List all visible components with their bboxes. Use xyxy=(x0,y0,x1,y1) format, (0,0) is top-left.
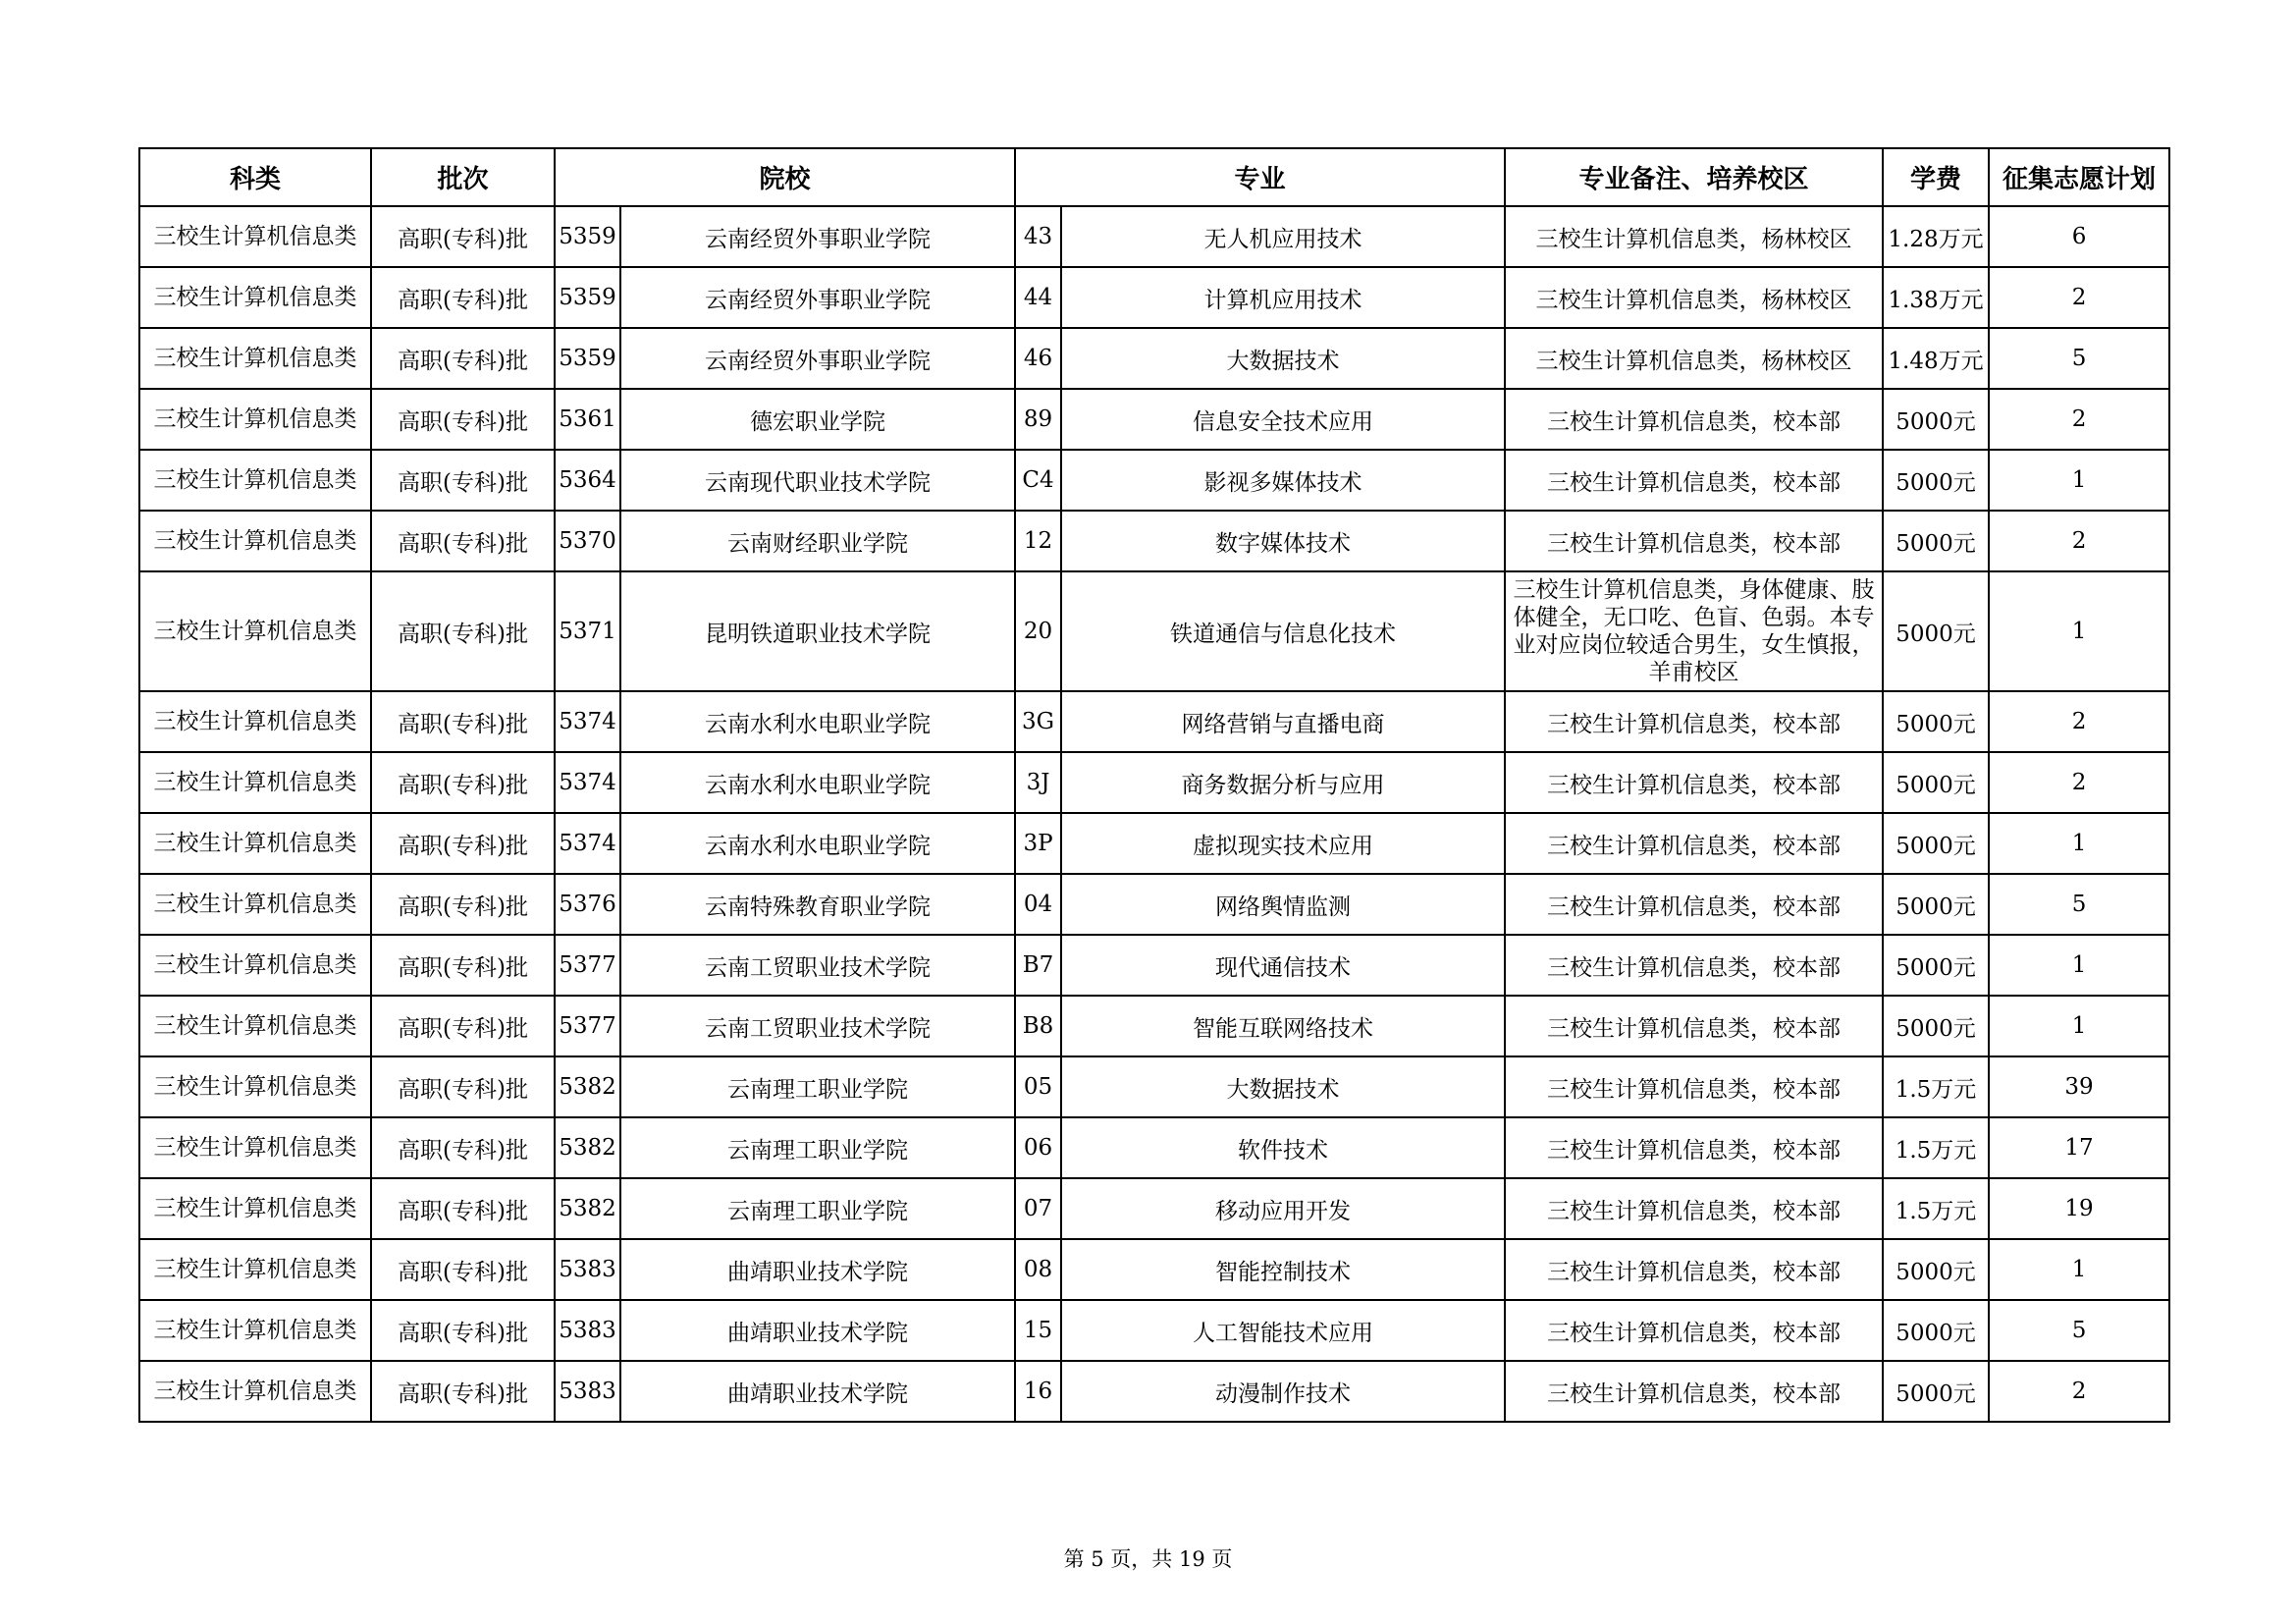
cell-batch: 高职(专科)批 xyxy=(371,1056,555,1117)
cell-batch: 高职(专科)批 xyxy=(371,1361,555,1422)
cell-note: 三校生计算机信息类，校本部 xyxy=(1505,813,1883,874)
header-fee: 学费 xyxy=(1883,148,1989,206)
cell-category: 三校生计算机信息类 xyxy=(139,206,371,267)
cell-major: 智能互联网络技术 xyxy=(1061,996,1505,1056)
cell-school-code: 5382 xyxy=(555,1056,620,1117)
header-row xyxy=(139,148,2169,206)
cell-note: 三校生计算机信息类，校本部 xyxy=(1505,1056,1883,1117)
cell-category: 三校生计算机信息类 xyxy=(139,450,371,511)
table-row xyxy=(139,1239,2169,1300)
cell-note: 三校生计算机信息类，校本部 xyxy=(1505,935,1883,996)
table-row xyxy=(139,450,2169,511)
cell-fee: 1.48万元 xyxy=(1883,328,1989,389)
cell-major-code: B7 xyxy=(1015,935,1061,996)
cell-major-code: B8 xyxy=(1015,996,1061,1056)
cell-note: 三校生计算机信息类，校本部 xyxy=(1505,1117,1883,1178)
cell-school: 云南水利水电职业学院 xyxy=(620,813,1015,874)
cell-note: 三校生计算机信息类，校本部 xyxy=(1505,450,1883,511)
table-row xyxy=(139,511,2169,571)
table-row xyxy=(139,206,2169,267)
cell-plan: 2 xyxy=(1989,389,2169,450)
cell-major: 动漫制作技术 xyxy=(1061,1361,1505,1422)
cell-school-code: 5361 xyxy=(555,389,620,450)
cell-plan: 6 xyxy=(1989,206,2169,267)
cell-school-code: 5359 xyxy=(555,328,620,389)
cell-category: 三校生计算机信息类 xyxy=(139,874,371,935)
cell-note: 三校生计算机信息类，校本部 xyxy=(1505,389,1883,450)
cell-major-code: C4 xyxy=(1015,450,1061,511)
cell-category: 三校生计算机信息类 xyxy=(139,389,371,450)
cell-category: 三校生计算机信息类 xyxy=(139,752,371,813)
table-row xyxy=(139,267,2169,328)
cell-fee: 1.5万元 xyxy=(1883,1178,1989,1239)
cell-category: 三校生计算机信息类 xyxy=(139,1300,371,1361)
cell-school-code: 5377 xyxy=(555,996,620,1056)
cell-school: 德宏职业学院 xyxy=(620,389,1015,450)
cell-category: 三校生计算机信息类 xyxy=(139,996,371,1056)
cell-note: 三校生计算机信息类，校本部 xyxy=(1505,1178,1883,1239)
cell-fee: 5000元 xyxy=(1883,935,1989,996)
cell-plan: 1 xyxy=(1989,996,2169,1056)
cell-major-code: 20 xyxy=(1015,571,1061,691)
cell-major: 智能控制技术 xyxy=(1061,1239,1505,1300)
cell-major: 现代通信技术 xyxy=(1061,935,1505,996)
cell-school-code: 5370 xyxy=(555,511,620,571)
header-batch: 批次 xyxy=(371,148,555,206)
table-row xyxy=(139,1361,2169,1422)
cell-batch: 高职(专科)批 xyxy=(371,571,555,691)
cell-batch: 高职(专科)批 xyxy=(371,935,555,996)
cell-school-code: 5383 xyxy=(555,1300,620,1361)
cell-fee: 1.28万元 xyxy=(1883,206,1989,267)
cell-plan: 1 xyxy=(1989,571,2169,691)
cell-school: 云南财经职业学院 xyxy=(620,511,1015,571)
cell-major-code: 89 xyxy=(1015,389,1061,450)
cell-school: 云南水利水电职业学院 xyxy=(620,752,1015,813)
cell-batch: 高职(专科)批 xyxy=(371,691,555,752)
cell-school: 曲靖职业技术学院 xyxy=(620,1361,1015,1422)
table-row xyxy=(139,874,2169,935)
cell-fee: 5000元 xyxy=(1883,511,1989,571)
cell-note: 三校生计算机信息类，校本部 xyxy=(1505,874,1883,935)
table-row xyxy=(139,996,2169,1056)
cell-major-code: 07 xyxy=(1015,1178,1061,1239)
cell-major: 无人机应用技术 xyxy=(1061,206,1505,267)
header-note: 专业备注、培养校区 xyxy=(1505,148,1883,206)
cell-major: 软件技术 xyxy=(1061,1117,1505,1178)
cell-plan: 2 xyxy=(1989,1361,2169,1422)
cell-note: 三校生计算机信息类，校本部 xyxy=(1505,1361,1883,1422)
cell-school: 云南特殊教育职业学院 xyxy=(620,874,1015,935)
cell-major: 信息安全技术应用 xyxy=(1061,389,1505,450)
table-row xyxy=(139,935,2169,996)
page-footer: 第 5 页，共 19 页 xyxy=(1063,1547,1233,1571)
cell-plan: 17 xyxy=(1989,1117,2169,1178)
cell-batch: 高职(专科)批 xyxy=(371,1178,555,1239)
cell-major-code: 08 xyxy=(1015,1239,1061,1300)
cell-note: 三校生计算机信息类，校本部 xyxy=(1505,1300,1883,1361)
table-body xyxy=(139,206,2169,1422)
table-row xyxy=(139,1178,2169,1239)
cell-major: 虚拟现实技术应用 xyxy=(1061,813,1505,874)
cell-batch: 高职(专科)批 xyxy=(371,752,555,813)
cell-batch: 高职(专科)批 xyxy=(371,874,555,935)
cell-school: 云南工贸职业技术学院 xyxy=(620,935,1015,996)
cell-batch: 高职(专科)批 xyxy=(371,1239,555,1300)
cell-major: 大数据技术 xyxy=(1061,1056,1505,1117)
cell-major-code: 16 xyxy=(1015,1361,1061,1422)
cell-fee: 5000元 xyxy=(1883,874,1989,935)
admission-plan-table xyxy=(138,147,2170,1423)
cell-note: 三校生计算机信息类，校本部 xyxy=(1505,691,1883,752)
table-row xyxy=(139,571,2169,691)
cell-category: 三校生计算机信息类 xyxy=(139,1117,371,1178)
cell-school-code: 5371 xyxy=(555,571,620,691)
cell-school-code: 5383 xyxy=(555,1239,620,1300)
cell-fee: 1.5万元 xyxy=(1883,1117,1989,1178)
cell-major: 计算机应用技术 xyxy=(1061,267,1505,328)
table-row xyxy=(139,1300,2169,1361)
header-major: 专业 xyxy=(1015,148,1505,206)
cell-fee: 5000元 xyxy=(1883,1361,1989,1422)
cell-fee: 5000元 xyxy=(1883,752,1989,813)
table-row xyxy=(139,389,2169,450)
cell-category: 三校生计算机信息类 xyxy=(139,1056,371,1117)
header-plan: 征集志愿计划 xyxy=(1989,148,2169,206)
cell-fee: 5000元 xyxy=(1883,1300,1989,1361)
cell-plan: 1 xyxy=(1989,450,2169,511)
cell-fee: 5000元 xyxy=(1883,389,1989,450)
cell-major-code: 15 xyxy=(1015,1300,1061,1361)
cell-batch: 高职(专科)批 xyxy=(371,1117,555,1178)
cell-major-code: 3P xyxy=(1015,813,1061,874)
cell-major: 商务数据分析与应用 xyxy=(1061,752,1505,813)
cell-plan: 2 xyxy=(1989,267,2169,328)
cell-school-code: 5359 xyxy=(555,267,620,328)
cell-category: 三校生计算机信息类 xyxy=(139,1361,371,1422)
cell-school-code: 5382 xyxy=(555,1117,620,1178)
cell-major-code: 12 xyxy=(1015,511,1061,571)
cell-plan: 19 xyxy=(1989,1178,2169,1239)
cell-note: 三校生计算机信息类，校本部 xyxy=(1505,511,1883,571)
cell-note: 三校生计算机信息类，校本部 xyxy=(1505,996,1883,1056)
cell-batch: 高职(专科)批 xyxy=(371,813,555,874)
cell-major: 铁道通信与信息化技术 xyxy=(1061,571,1505,691)
cell-major: 数字媒体技术 xyxy=(1061,511,1505,571)
cell-school-code: 5359 xyxy=(555,206,620,267)
cell-batch: 高职(专科)批 xyxy=(371,267,555,328)
cell-major-code: 04 xyxy=(1015,874,1061,935)
cell-plan: 1 xyxy=(1989,1239,2169,1300)
cell-major: 移动应用开发 xyxy=(1061,1178,1505,1239)
cell-fee: 5000元 xyxy=(1883,571,1989,691)
cell-note: 三校生计算机信息类，校本部 xyxy=(1505,752,1883,813)
cell-major: 网络营销与直播电商 xyxy=(1061,691,1505,752)
cell-major-code: 44 xyxy=(1015,267,1061,328)
cell-plan: 39 xyxy=(1989,1056,2169,1117)
cell-school-code: 5377 xyxy=(555,935,620,996)
cell-category: 三校生计算机信息类 xyxy=(139,571,371,691)
cell-school: 曲靖职业技术学院 xyxy=(620,1239,1015,1300)
table-row xyxy=(139,752,2169,813)
cell-fee: 5000元 xyxy=(1883,1239,1989,1300)
cell-school: 云南经贸外事职业学院 xyxy=(620,206,1015,267)
cell-school-code: 5374 xyxy=(555,813,620,874)
cell-category: 三校生计算机信息类 xyxy=(139,267,371,328)
cell-plan: 2 xyxy=(1989,752,2169,813)
cell-plan: 5 xyxy=(1989,1300,2169,1361)
cell-category: 三校生计算机信息类 xyxy=(139,691,371,752)
cell-school-code: 5364 xyxy=(555,450,620,511)
cell-batch: 高职(专科)批 xyxy=(371,511,555,571)
cell-note: 三校生计算机信息类，杨林校区 xyxy=(1505,267,1883,328)
cell-school: 云南理工职业学院 xyxy=(620,1178,1015,1239)
cell-school-code: 5374 xyxy=(555,691,620,752)
cell-major: 网络舆情监测 xyxy=(1061,874,1505,935)
table-row xyxy=(139,813,2169,874)
table-row xyxy=(139,1117,2169,1178)
cell-school-code: 5383 xyxy=(555,1361,620,1422)
cell-fee: 1.38万元 xyxy=(1883,267,1989,328)
cell-school: 云南现代职业技术学院 xyxy=(620,450,1015,511)
cell-note: 三校生计算机信息类，校本部 xyxy=(1505,1239,1883,1300)
cell-note: 三校生计算机信息类，杨林校区 xyxy=(1505,328,1883,389)
cell-school: 云南理工职业学院 xyxy=(620,1117,1015,1178)
cell-school: 云南经贸外事职业学院 xyxy=(620,267,1015,328)
cell-batch: 高职(专科)批 xyxy=(371,328,555,389)
cell-category: 三校生计算机信息类 xyxy=(139,935,371,996)
cell-plan: 1 xyxy=(1989,935,2169,996)
cell-category: 三校生计算机信息类 xyxy=(139,813,371,874)
cell-major: 影视多媒体技术 xyxy=(1061,450,1505,511)
cell-school: 云南工贸职业技术学院 xyxy=(620,996,1015,1056)
cell-batch: 高职(专科)批 xyxy=(371,206,555,267)
cell-school-code: 5374 xyxy=(555,752,620,813)
cell-plan: 2 xyxy=(1989,691,2169,752)
table-row xyxy=(139,328,2169,389)
cell-fee: 5000元 xyxy=(1883,813,1989,874)
cell-school: 云南理工职业学院 xyxy=(620,1056,1015,1117)
cell-school-code: 5376 xyxy=(555,874,620,935)
cell-batch: 高职(专科)批 xyxy=(371,450,555,511)
cell-batch: 高职(专科)批 xyxy=(371,389,555,450)
cell-major-code: 43 xyxy=(1015,206,1061,267)
cell-category: 三校生计算机信息类 xyxy=(139,511,371,571)
cell-major-code: 3G xyxy=(1015,691,1061,752)
cell-category: 三校生计算机信息类 xyxy=(139,1239,371,1300)
cell-school: 昆明铁道职业技术学院 xyxy=(620,571,1015,691)
cell-plan: 2 xyxy=(1989,511,2169,571)
cell-school-code: 5382 xyxy=(555,1178,620,1239)
header-category: 科类 xyxy=(139,148,371,206)
cell-major-code: 06 xyxy=(1015,1117,1061,1178)
cell-school: 云南水利水电职业学院 xyxy=(620,691,1015,752)
table-row xyxy=(139,691,2169,752)
cell-category: 三校生计算机信息类 xyxy=(139,1178,371,1239)
cell-major-code: 05 xyxy=(1015,1056,1061,1117)
cell-fee: 5000元 xyxy=(1883,691,1989,752)
cell-note: 三校生计算机信息类，杨林校区 xyxy=(1505,206,1883,267)
cell-major-code: 3J xyxy=(1015,752,1061,813)
cell-school: 曲靖职业技术学院 xyxy=(620,1300,1015,1361)
cell-batch: 高职(专科)批 xyxy=(371,1300,555,1361)
table-row xyxy=(139,1056,2169,1117)
cell-school: 云南经贸外事职业学院 xyxy=(620,328,1015,389)
cell-major: 人工智能技术应用 xyxy=(1061,1300,1505,1361)
cell-fee: 5000元 xyxy=(1883,996,1989,1056)
cell-plan: 1 xyxy=(1989,813,2169,874)
cell-fee: 1.5万元 xyxy=(1883,1056,1989,1117)
cell-major-code: 46 xyxy=(1015,328,1061,389)
cell-major: 大数据技术 xyxy=(1061,328,1505,389)
cell-note: 三校生计算机信息类，身体健康、肢体健全，无口吃、色盲、色弱。本专业对应岗位较适合男生，女生慎报，羊甫校区 xyxy=(1505,571,1883,691)
cell-plan: 5 xyxy=(1989,874,2169,935)
cell-plan: 5 xyxy=(1989,328,2169,389)
header-school: 院校 xyxy=(555,148,1015,206)
cell-batch: 高职(专科)批 xyxy=(371,996,555,1056)
cell-category: 三校生计算机信息类 xyxy=(139,328,371,389)
cell-fee: 5000元 xyxy=(1883,450,1989,511)
